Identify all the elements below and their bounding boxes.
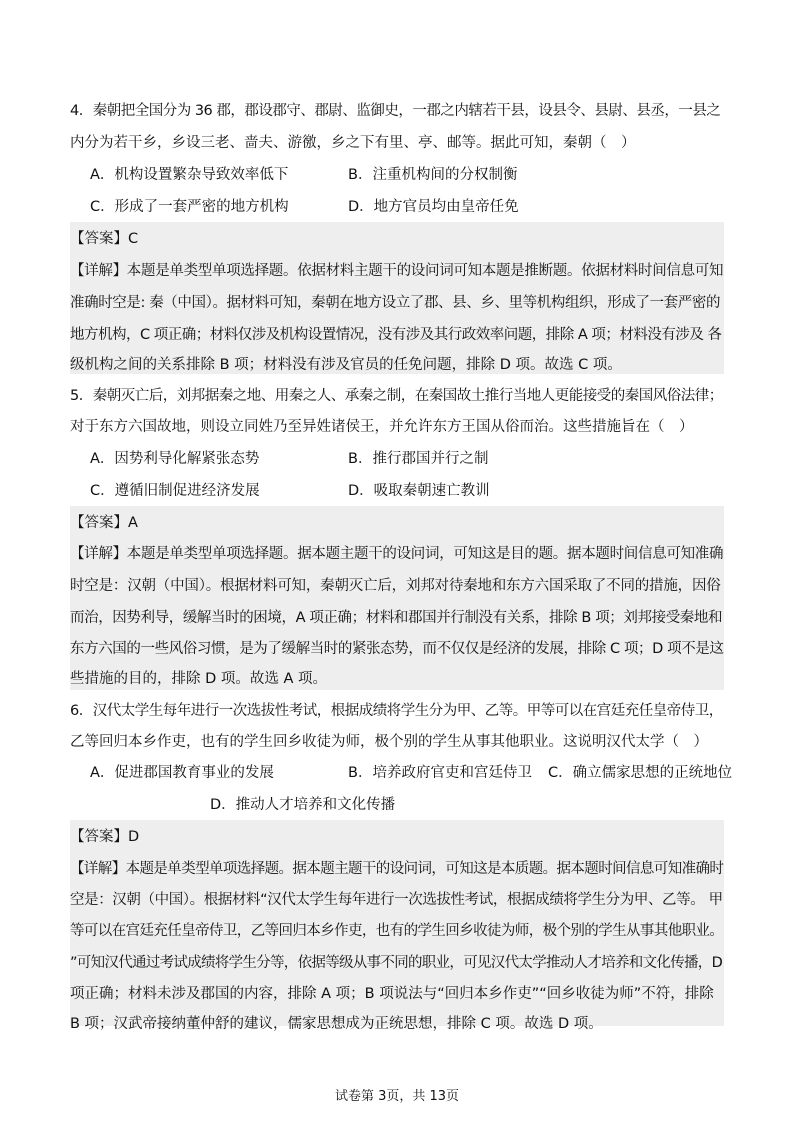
question-4-answer: 【答案】C	[70, 231, 139, 247]
question-5-line-2: 对于东方六国故地，则设立同姓乃至异姓诸侯王，并允许东方王国从俗而治。这些措施旨在（ ）	[70, 419, 694, 435]
question-6-line-2: 乙等回归本乡作吏，也有的学生回乡收徒为师，极个别的学生从事其他职业。这说明汉代太学（ ）	[70, 734, 708, 750]
question-6-option-a: A．促进郡国教育事业的发展	[90, 765, 274, 781]
question-5-explain-line-1: 【详解】本题是单类型单项选择题。据本题主题干的设问词，可知这是目的题。据本题时间信息可知准确	[70, 546, 724, 562]
question-6-explain-line-5: 项正确；材料未涉及郡国的内容，排除 A 项；B 项说法与“回归本乡作吏”“回乡收徒为师”不符，排除	[70, 986, 714, 1002]
page-footer: 试卷第 3页，共 13页	[334, 1089, 460, 1104]
question-4-line-2: 内分为若干乡，乡设三老、啬夫、游徼，乡之下有里、亭、邮等。据此可知，秦朝（ ）	[70, 135, 636, 151]
question-6-line-1: 6．汉代太学生每年进行一次选拔性考试，根据成绩将学生分为甲、乙等。甲等可以在宫廷充任皇帝侍卫，	[70, 703, 723, 719]
question-4-explain-line-1: 【详解】本题是单类型单项选择题。依据材料主题干的设问词可知本题是推断题。依据材料时间信息可知	[70, 263, 724, 279]
question-6-explain-line-1: 【详解】本题是单类型单项选择题。据本题主题干的设问词，可知这是本质题。据本题时间信息可知准确时	[70, 861, 724, 877]
question-6-option-b: B．培养政府官吏和宫廷侍卫	[348, 765, 532, 781]
question-6-answer: 【答案】D	[70, 829, 140, 845]
question-4-line-1: 4．秦朝把全国分为 36 郡，郡设郡守、郡尉、监御史，一郡之内辖若干县，设县令、县尉、县丞，一县之	[70, 103, 721, 119]
question-4-explain-line-2: 准确时空是: 秦（中国）。据材料可知，秦朝在地方设立了郡、县、乡、里等机构组织，形成了一套严密的	[70, 295, 721, 311]
question-6-option-c: C．确立儒家思想的正统地位	[548, 765, 733, 781]
question-4-option-b: B．注重机构间的分权制衡	[348, 167, 518, 183]
question-5-line-1: 5．秦朝灭亡后，刘邦据秦之地、用秦之人、承秦之制，在秦国故土推行当地人更能接受的秦国风俗法律；	[70, 388, 723, 404]
question-6-explain-line-3: 等可以在宫廷充任皇帝侍卫，乙等回归本乡作吏，也有的学生回乡收徒为师，极个别的学生从事其他职业。	[70, 923, 724, 939]
question-4-option-c: C．形成了一套严密的地方机构	[90, 199, 289, 215]
question-5-answer-block	[70, 506, 724, 690]
question-5-explain-line-3: 而治，因势利导，缓解当时的困境，A 项正确；材料和郡国并行制没有关系，排除 B 项；刘邦接受秦地和	[70, 610, 723, 626]
question-4-option-d: D．地方官员均由皇帝任免	[348, 199, 519, 215]
question-5-option-b: B．推行郡国并行之制	[348, 451, 489, 467]
question-5-answer: 【答案】A	[70, 515, 138, 531]
question-5-option-d: D．吸取秦朝速亡教训	[348, 483, 490, 499]
question-5-explain-line-5: 些措施的目的，排除 D 项。故选 A 项。	[70, 671, 328, 687]
question-5-explain-line-4: 东方六国的一些风俗习惯，是为了缓解当时的紧张态势，而不仅仅是经济的发展，排除 C 项；D 项不是这	[70, 641, 724, 657]
question-4-option-a: A．机构设置繁杂导致效率低下	[90, 167, 289, 183]
question-5-option-c: C．遵循旧制促进经济发展	[90, 483, 260, 499]
question-4-explain-line-3: 地方机构，C 项正确；材料仅涉及机构设置情况，没有涉及其行政效率问题，排除 A 项；材料没有涉及 各	[70, 327, 722, 343]
question-4-explain-line-4: 级机构之间的关系排除 B 项；材料没有涉及官员的任免问题，排除 D 项。故选 C 项。	[70, 357, 622, 373]
question-6-option-d: D．推动人才培养和文化传播	[210, 797, 396, 813]
question-5-explain-line-2: 时空是：汉朝（中国）。根据材料可知，秦朝灭亡后，刘邦对待秦地和东方六国采取了不同的措施，因俗	[70, 578, 721, 594]
question-6-explain-line-4: ”可知汉代通过考试成绩将学生分等，依据等级从事不同的职业，可见汉代太学推动人才培养和文化传播，D	[70, 955, 723, 971]
question-5-option-a: A．因势利导化解紧张态势	[90, 451, 260, 467]
question-6-explain-line-6: B 项；汉武帝接纳董仲舒的建议，儒家思想成为正统思想，排除 C 项。故选 D 项。	[70, 1016, 603, 1032]
question-6-explain-line-2: 空是：汉朝（中国）。根据材料“汉代太学生每年进行一次选拔性考试，根据成绩将学生分为甲、乙等。 甲	[70, 892, 723, 908]
